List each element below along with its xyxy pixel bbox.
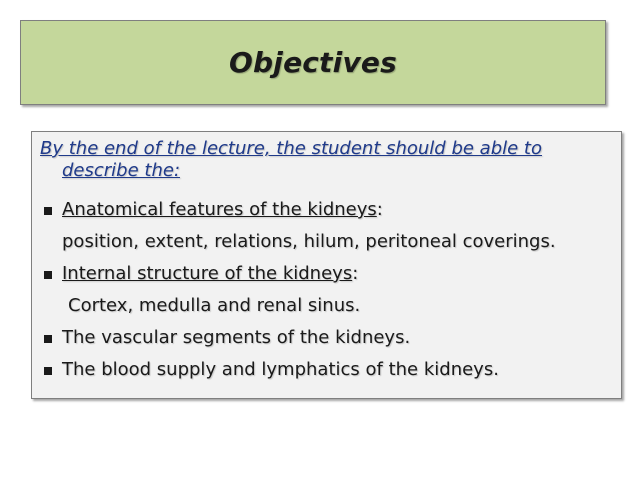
item-label: Internal structure of the kidneys <box>62 263 353 284</box>
bullet-icon <box>44 207 52 215</box>
bullet-icon <box>44 367 52 375</box>
bullet-icon <box>44 271 52 279</box>
item-detail: Cortex, medulla and renal sinus. <box>68 295 361 316</box>
list-item: The blood supply and lymphatics of the kidneys. <box>62 359 499 380</box>
list-item: The vascular segments of the kidneys. <box>62 327 411 348</box>
item-suffix: : <box>352 263 359 284</box>
item-suffix: : <box>376 199 383 220</box>
list-item <box>62 199 383 221</box>
list-item <box>62 263 358 285</box>
intro-line-2: describe the: <box>62 160 181 181</box>
slide-title: Objectives <box>229 46 397 79</box>
item-detail: position, extent, relations, hilum, peritoneal coverings. <box>62 231 556 252</box>
title-box <box>20 20 606 105</box>
item-label: Anatomical features of the kidneys <box>62 199 377 220</box>
bullet-icon <box>44 335 52 343</box>
objectives-box <box>31 131 622 399</box>
intro-line-1: By the end of the lecture, the student should be able to <box>40 138 542 159</box>
